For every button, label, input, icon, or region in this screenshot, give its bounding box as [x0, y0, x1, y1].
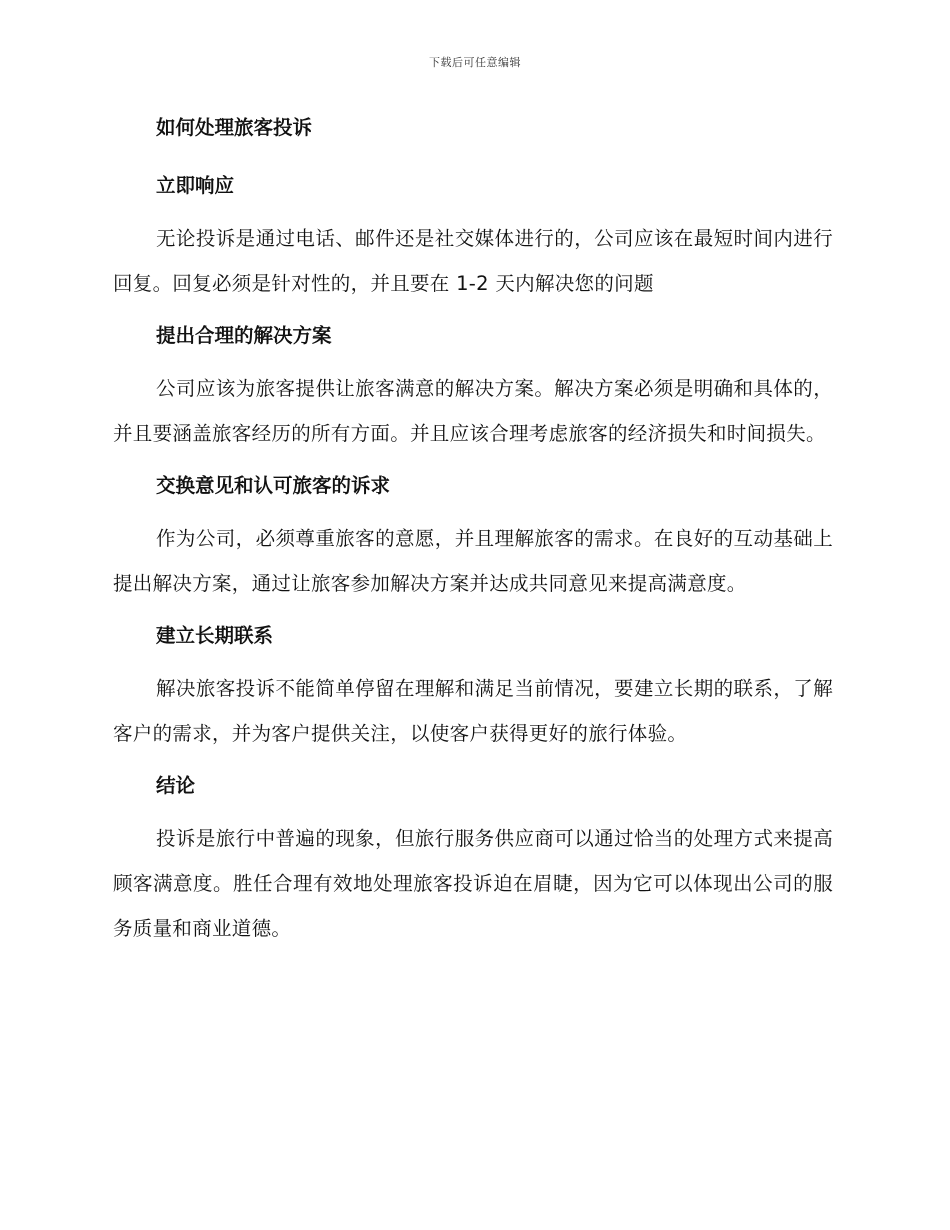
- section-body-conclusion: 投诉是旅行中普遍的现象，但旅行服务供应商可以通过恰当的处理方式来提高顾客满意度。胜任合理有效地处理旅客投诉迫在眉睫，因为它可以体现出公司的服务质量和商业道德。: [113, 827, 833, 940]
- section-heading-conclusion: 结论: [156, 774, 196, 797]
- section-body-solution: 公司应该为旅客提供让旅客满意的解决方案。解决方案必须是明确和具体的，并且要涵盖旅客经历的所有方面。并且应该合理考虑旅客的经济损失和时间损失。: [113, 377, 833, 445]
- section-heading-respond: 立即响应: [156, 174, 235, 197]
- section-body-exchange: 作为公司，必须尊重旅客的意愿，并且理解旅客的需求。在良好的互动基础上提出解决方案，通过让旅客参加解决方案并达成共同意见来提高满意度。: [113, 527, 833, 595]
- document-title: 如何处理旅客投诉: [156, 116, 313, 139]
- section-heading-exchange: 交换意见和认可旅客的诉求: [156, 474, 391, 497]
- section-body-respond: 无论投诉是通过电话、邮件还是社交媒体进行的，公司应该在最短时间内进行回复。回复必须是针对性的，并且要在 1-2 天内解决您的问题: [113, 227, 833, 295]
- section-heading-relationship: 建立长期联系: [156, 624, 274, 647]
- document-body: [113, 110, 833, 951]
- page-header: 下载后可任意编辑: [429, 56, 521, 69]
- section-body-relationship: 解决旅客投诉不能简单停留在理解和满足当前情况，要建立长期的联系，了解客户的需求，并为客户提供关注，以使客户获得更好的旅行体验。: [113, 677, 833, 745]
- section-heading-solution: 提出合理的解决方案: [156, 324, 332, 347]
